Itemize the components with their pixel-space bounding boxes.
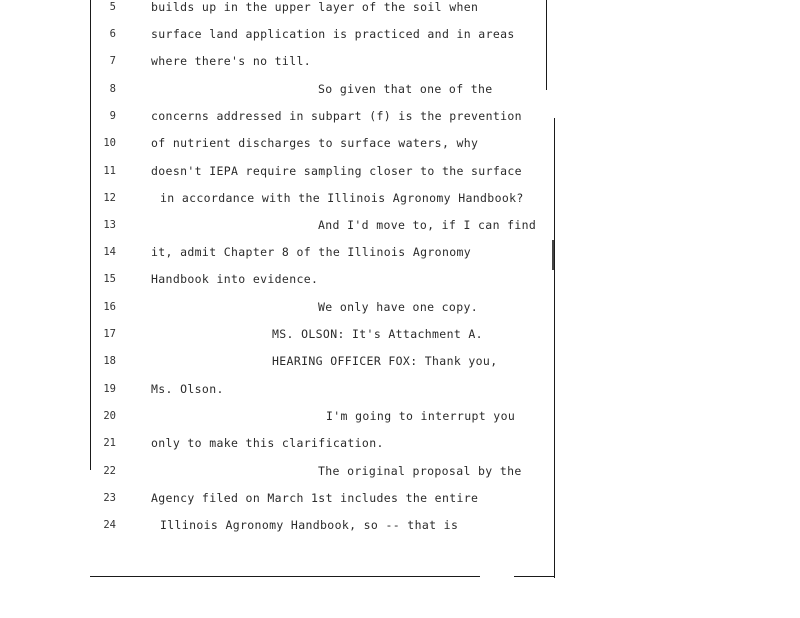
line-text: only to make this clarification. — [151, 436, 384, 450]
line-text: Illinois Agronomy Handbook, so -- that is — [160, 518, 459, 532]
line-text: concerns addressed in subpart (f) is the prevention — [151, 109, 522, 123]
line-number: 5 — [109, 1, 116, 13]
transcript-line — [0, 489, 560, 507]
line-text: surface land application is practiced and in areas — [151, 27, 515, 41]
transcript-line — [0, 516, 560, 534]
transcript-line — [0, 107, 560, 125]
line-number: 9 — [109, 110, 116, 122]
transcript-line — [0, 352, 560, 370]
line-text: builds up in the upper layer of the soil when — [151, 0, 479, 14]
transcript-line — [0, 270, 560, 288]
line-text: So given that one of the — [318, 82, 493, 96]
line-text: Agency filed on March 1st includes the entire — [151, 491, 479, 505]
line-number: 7 — [109, 55, 116, 67]
line-text: Ms. Olson. — [151, 382, 224, 396]
transcript-line — [0, 407, 560, 425]
bottom-rule-gap — [480, 574, 514, 580]
line-number: 19 — [103, 383, 116, 395]
transcript-line — [0, 80, 560, 98]
transcript-line — [0, 216, 560, 234]
transcript-line — [0, 189, 560, 207]
transcript-line — [0, 380, 560, 398]
line-text: The original proposal by the — [318, 464, 522, 478]
line-number: 24 — [103, 519, 116, 531]
transcript-line — [0, 434, 560, 452]
transcript-line — [0, 134, 560, 152]
line-text: of nutrient discharges to surface waters, why — [151, 136, 479, 150]
left-margin-rule — [90, 0, 91, 470]
line-number: 12 — [103, 192, 116, 204]
line-number: 10 — [103, 137, 116, 149]
right-margin-rule — [554, 118, 555, 578]
line-number: 13 — [103, 219, 116, 231]
line-number: 18 — [103, 355, 116, 367]
line-number: 20 — [103, 410, 116, 422]
line-number: 23 — [103, 492, 116, 504]
line-number: 21 — [103, 437, 116, 449]
line-text: Handbook into evidence. — [151, 272, 319, 286]
line-text: it, admit Chapter 8 of the Illinois Agronomy — [151, 245, 472, 259]
line-number: 11 — [103, 165, 116, 177]
line-text: HEARING OFFICER FOX: Thank you, — [272, 354, 498, 368]
line-text: MS. OLSON: It's Attachment A. — [272, 327, 483, 341]
transcript-line — [0, 325, 560, 343]
transcript-line — [0, 162, 560, 180]
transcript-line — [0, 243, 560, 261]
line-number: 8 — [109, 83, 116, 95]
transcript-line — [0, 298, 560, 316]
line-text: And I'd move to, if I can find — [318, 218, 537, 232]
line-text: doesn't IEPA require sampling closer to the surface — [151, 164, 522, 178]
transcript-line — [0, 52, 560, 70]
line-number: 6 — [109, 28, 116, 40]
line-text: I'm going to interrupt you — [326, 409, 516, 423]
transcript-line — [0, 25, 560, 43]
line-number: 14 — [103, 246, 116, 258]
line-text: We only have one copy. — [318, 300, 479, 314]
line-text: in accordance with the Illinois Agronomy Handbook? — [160, 191, 524, 205]
line-number: 15 — [103, 273, 116, 285]
line-text: where there's no till. — [151, 54, 312, 68]
line-number: 17 — [103, 328, 116, 340]
transcript-line — [0, 462, 560, 480]
line-number: 16 — [103, 301, 116, 313]
transcript-line — [0, 0, 560, 16]
line-number: 22 — [103, 465, 116, 477]
